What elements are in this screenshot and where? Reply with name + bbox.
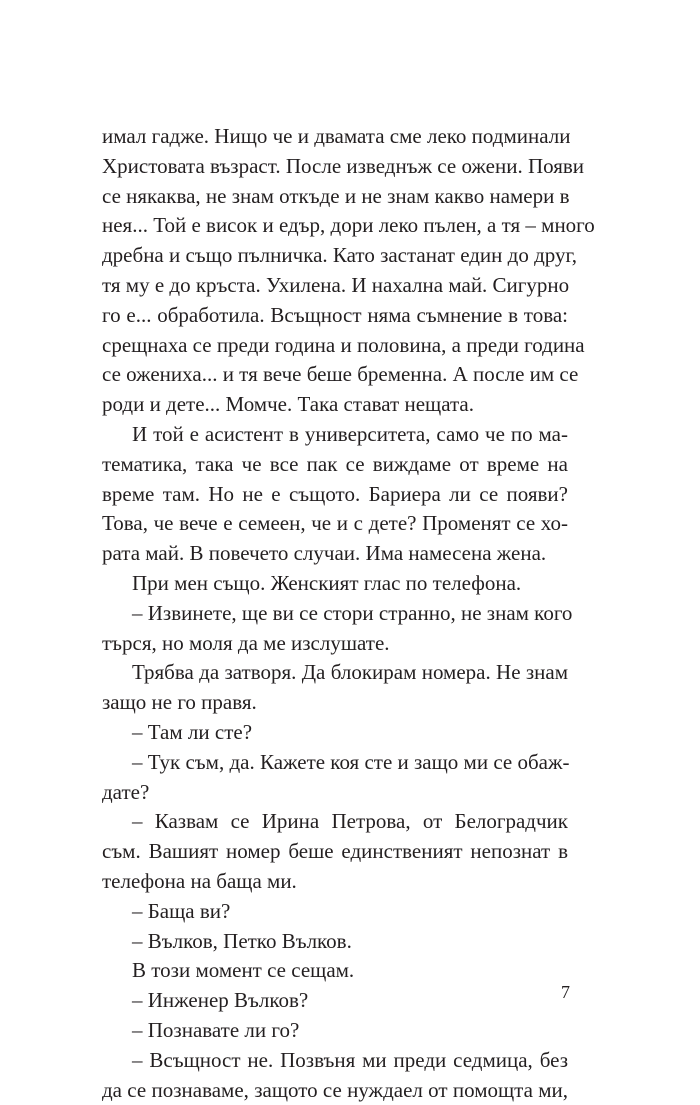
text-line: – Тук съм, да. Кажете коя сте и защо ми се обаж- xyxy=(102,748,568,778)
text-line: имал гадже. Нищо че и двамата сме леко подминали xyxy=(102,122,568,152)
text-line: И той е асистент в университета, само че по ма- xyxy=(102,420,568,450)
text-line: роди и дете... Момче. Така стават нещата. xyxy=(102,390,568,420)
page-number: 7 xyxy=(550,980,570,1004)
text-line: – Инженер Вълков? xyxy=(102,986,568,1016)
text-line: В този момент се сещам. xyxy=(102,956,568,986)
text-line: – Казвам се Ирина Петрова, от Белоградчик xyxy=(102,807,568,837)
text-line: – Вълков, Петко Вълков. xyxy=(102,927,568,957)
text-line: рата май. В повечето случаи. Има намесена жена. xyxy=(102,539,568,569)
text-line: Това, че вече е семеен, че и с дете? Променят се хо- xyxy=(102,509,568,539)
text-line: съм. Вашият номер беше единственият непознат в xyxy=(102,837,568,867)
text-line: търся, но моля да ме изслушате. xyxy=(102,629,568,659)
text-line: Трябва да затворя. Да блокирам номера. Не знам xyxy=(102,658,568,688)
text-line: време там. Но не е същото. Бариера ли се появи? xyxy=(102,480,568,510)
text-line: тя му е до кръста. Ухилена. И нахална май. Сигурно xyxy=(102,271,568,301)
text-line: телефона на баща ми. xyxy=(102,867,568,897)
text-line: – Познавате ли го? xyxy=(102,1016,568,1046)
text-line: да се познаваме, защото се нуждаел от помощта ми, xyxy=(102,1076,568,1105)
text-line: срещнаха се преди година и половина, а преди година xyxy=(102,331,568,361)
text-line: – Баща ви? xyxy=(102,897,568,927)
text-line: се ожениха... и тя вече беше бременна. А после им се xyxy=(102,360,568,390)
text-line: нея... Той е висок и едър, дори леко пълен, а тя – много xyxy=(102,211,568,241)
text-line: При мен също. Женският глас по телефона. xyxy=(102,569,568,599)
body-text xyxy=(102,122,568,1105)
text-line: – Там ли сте? xyxy=(102,718,568,748)
text-line: го е... обработила. Всъщност няма съмнение в това: xyxy=(102,301,568,331)
text-line: защо не го правя. xyxy=(102,688,568,718)
text-line: – Всъщност не. Позвъня ми преди седмица, без xyxy=(102,1046,568,1076)
text-line: – Извинете, ще ви се стори странно, не знам кого xyxy=(102,599,568,629)
text-line: дребна и също пълничка. Като застанат един до друг, xyxy=(102,241,568,271)
text-line: дате? xyxy=(102,778,568,808)
text-line: се някаква, не знам откъде и не знам какво намери в xyxy=(102,182,568,212)
text-line: Христовата възраст. После изведнъж се ожени. Появи xyxy=(102,152,568,182)
text-line: тематика, така че все пак се виждаме от време на xyxy=(102,450,568,480)
